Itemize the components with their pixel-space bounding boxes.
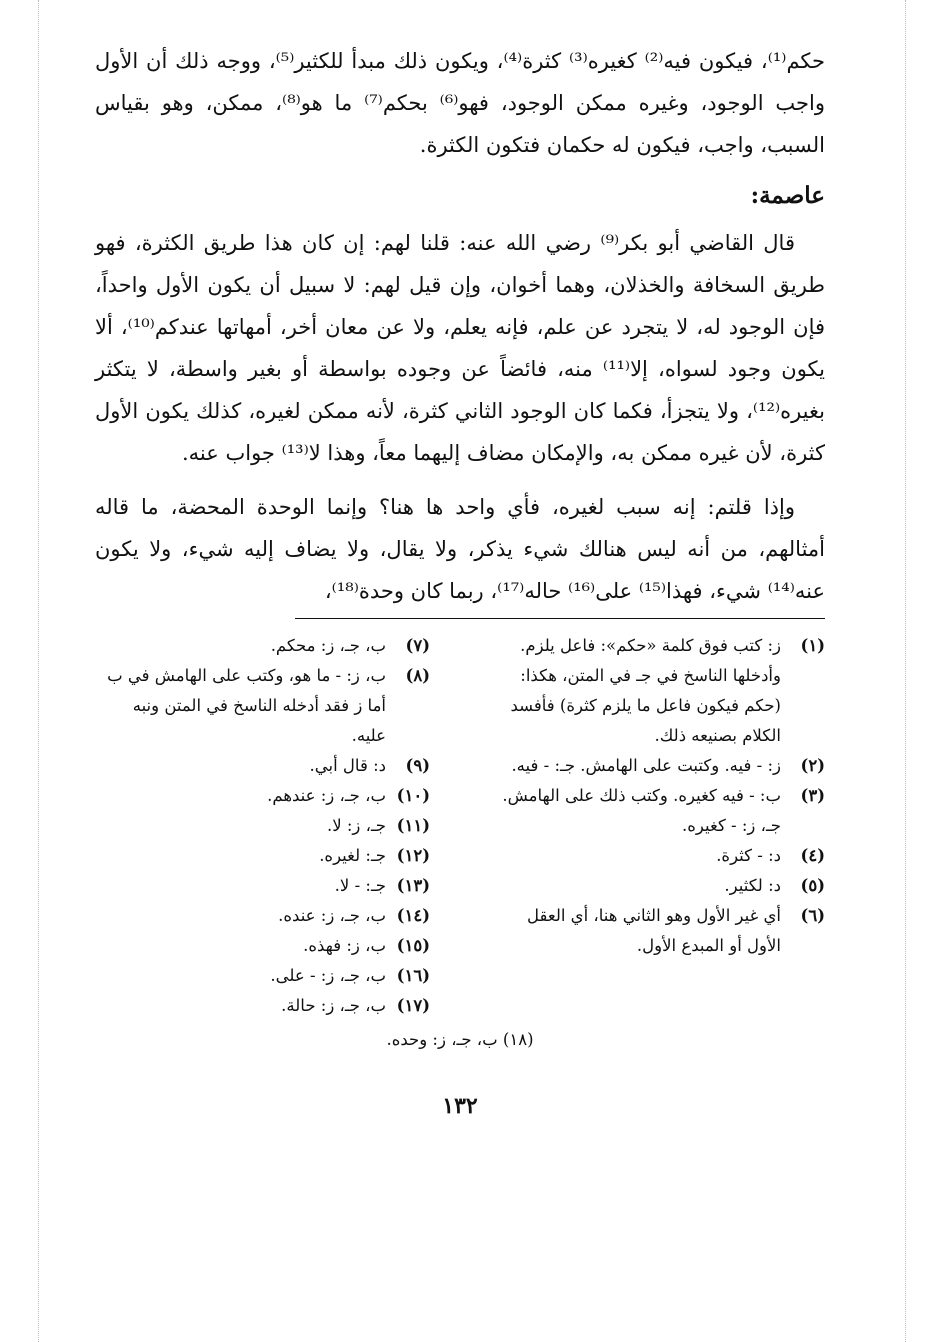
footnotes-right-column	[490, 631, 825, 1021]
footnote-number: (١٥)	[396, 936, 430, 955]
footnote-item	[95, 961, 430, 991]
footnote-item	[490, 841, 825, 871]
paragraph-2: قال القاضي أبو بكر⁽⁹⁾ رضي الله عنه: قلنا لهم: إن كان هذا طريق الكثرة، فهو طريق السخافة والخذلان، وهما أخوان، وإن قيل لهم: لا سبيل أن يكون الأول واحداً، فإن الوجود له، لا يتجرد عن علم، فإنه يعلم، ولا عن معان أخر، أمهاتها عندكم⁽¹⁰⁾، ألا يكون وجود لسواه، إلا⁽¹¹⁾ منه، فائضاً عن وجوده بواسطة أو بغير واسطة، لا يتكثر بغيره⁽¹²⁾، ولا يتجزأ، فكما كان الوجود الثاني كثرة، لأنه ممكن لغيره، كذلك يكون الأول كثرة، لأن غيره ممكن به، والإمكان مضاف إليهما معاً، وهذا لا⁽¹³⁾ جواب عنه.	[95, 231, 826, 465]
footnote-item	[95, 901, 430, 931]
footnote-item	[95, 661, 430, 751]
footnotes-left-column	[95, 631, 430, 1021]
footnote-number: (٧)	[405, 636, 430, 655]
footnote-number: (١٤)	[396, 906, 430, 925]
footnotes	[95, 631, 825, 1021]
page-number: ١٣٢	[442, 1093, 478, 1119]
footnote-number: (١٧)	[396, 996, 430, 1015]
footnote-item	[490, 631, 825, 751]
footnote-text: ز: - فيه. وكتبت على الهامش. جـ: - فيه.	[511, 756, 781, 775]
footnote-number: (١٦)	[396, 966, 430, 985]
footnote-number: (٩)	[405, 756, 430, 775]
footnote-item	[95, 991, 430, 1021]
footnote-text: د: - كثرة.	[716, 846, 781, 865]
footnote-number: (٢)	[800, 756, 825, 775]
main-text	[95, 40, 825, 612]
footnote-number: (١٠)	[396, 786, 430, 805]
footnote-text: ب: - فيه كغيره. وكتب ذلك على الهامش. جـ، ز: - كغيره.	[502, 786, 781, 835]
footnote-text: ب، جـ، ز: عندهم.	[267, 786, 386, 805]
footnote-item	[95, 931, 430, 961]
footnote-text: د: لكثير.	[724, 876, 781, 895]
paragraph-3: وإذا قلتم: إنه سبب لغيره، فأي واحد ها هنا؟ وإنما الوحدة المحضة، ما قاله أمثالهم، من أنه ليس هنالك شيء يذكر، ولا يقال، ولا يضاف إليه شيء، ولا يكون عنه⁽¹⁴⁾ شيء، فهذا⁽¹⁵⁾ على⁽¹⁶⁾ حاله⁽¹⁷⁾، ربما كان وحدة⁽¹⁸⁾،	[95, 495, 825, 603]
footnote-item	[95, 631, 430, 661]
footnote-text: ز: كتب فوق كلمة «حكم»: فاعل يلزم. وأدخلها الناسخ في جـ في المتن، هكذا: (حكم فيكون فاعل ما يلزم كثرة) فأفسد الكلام بصنيعه ذلك.	[510, 636, 781, 745]
document-page	[95, 40, 825, 1119]
footnote-18	[95, 1025, 825, 1055]
footnote-number: (١)	[800, 636, 825, 655]
footnote-number: (٦)	[800, 906, 825, 925]
scan-edge-right	[905, 0, 907, 1342]
footnote-item	[95, 871, 430, 901]
footnote-item	[490, 871, 825, 901]
footnote-item	[490, 781, 825, 841]
footnote-text: ب، جـ، ز: عنده.	[278, 906, 386, 925]
footnote-item	[95, 781, 430, 811]
footnote-text: أي غير الأول وهو الثاني هنا، أي العقل الأول أو المبدع الأول.	[527, 906, 781, 955]
footnote-text: ب، جـ، ز: محكم.	[270, 636, 386, 655]
paragraph-1: حكم⁽¹⁾، فيكون فيه⁽²⁾ كغيره⁽³⁾ كثرة⁽⁴⁾، ويكون ذلك مبدأ للكثير⁽⁵⁾، ووجه ذلك أن الأول واجب الوجود، وغيره ممكن الوجود، فهو⁽⁶⁾ بحكم⁽⁷⁾ ما هو⁽⁸⁾، ممكن، وهو بقياس السبب، واجب، فيكون له حكمان فتكون الكثرة.	[95, 49, 826, 157]
footnote-item	[490, 751, 825, 781]
footnote-text: ب، ز: فهذه.	[303, 936, 386, 955]
footnote-item	[95, 841, 430, 871]
footnote-text: جـ، ز: لا.	[326, 816, 386, 835]
section-heading: عاصمة:	[750, 182, 825, 209]
footnote-number: (١١)	[396, 816, 430, 835]
footnote-text: جـ: - لا.	[334, 876, 386, 895]
footnote-number: (٤)	[800, 846, 825, 865]
footnote-number: (٥)	[800, 876, 825, 895]
scan-edge-left	[38, 0, 40, 1342]
footnote-item	[95, 751, 430, 781]
footnote-item	[95, 811, 430, 841]
footnote-item	[490, 901, 825, 961]
footnote-text: جـ: لغيره.	[319, 846, 386, 865]
footnote-text: ب، ز: - ما هو، وكتب على الهامش في ب أما ز فقد أدخله الناسخ في المتن ونبه عليه.	[107, 666, 386, 745]
footnote-text: ب، جـ، ز: - على.	[270, 966, 386, 985]
footnote-text: ب، جـ، ز: وحده.	[386, 1030, 498, 1049]
footnote-text: ب، جـ، ز: حالة.	[281, 996, 386, 1015]
footnote-number: (١٢)	[396, 846, 430, 865]
footnote-number: (١٨)	[502, 1030, 534, 1049]
footnote-number: (١٣)	[396, 876, 430, 895]
footnote-number: (٣)	[800, 786, 825, 805]
footnote-text: د: قال أبي.	[309, 756, 386, 775]
footnote-separator	[295, 618, 825, 619]
footnote-number: (٨)	[405, 666, 430, 685]
